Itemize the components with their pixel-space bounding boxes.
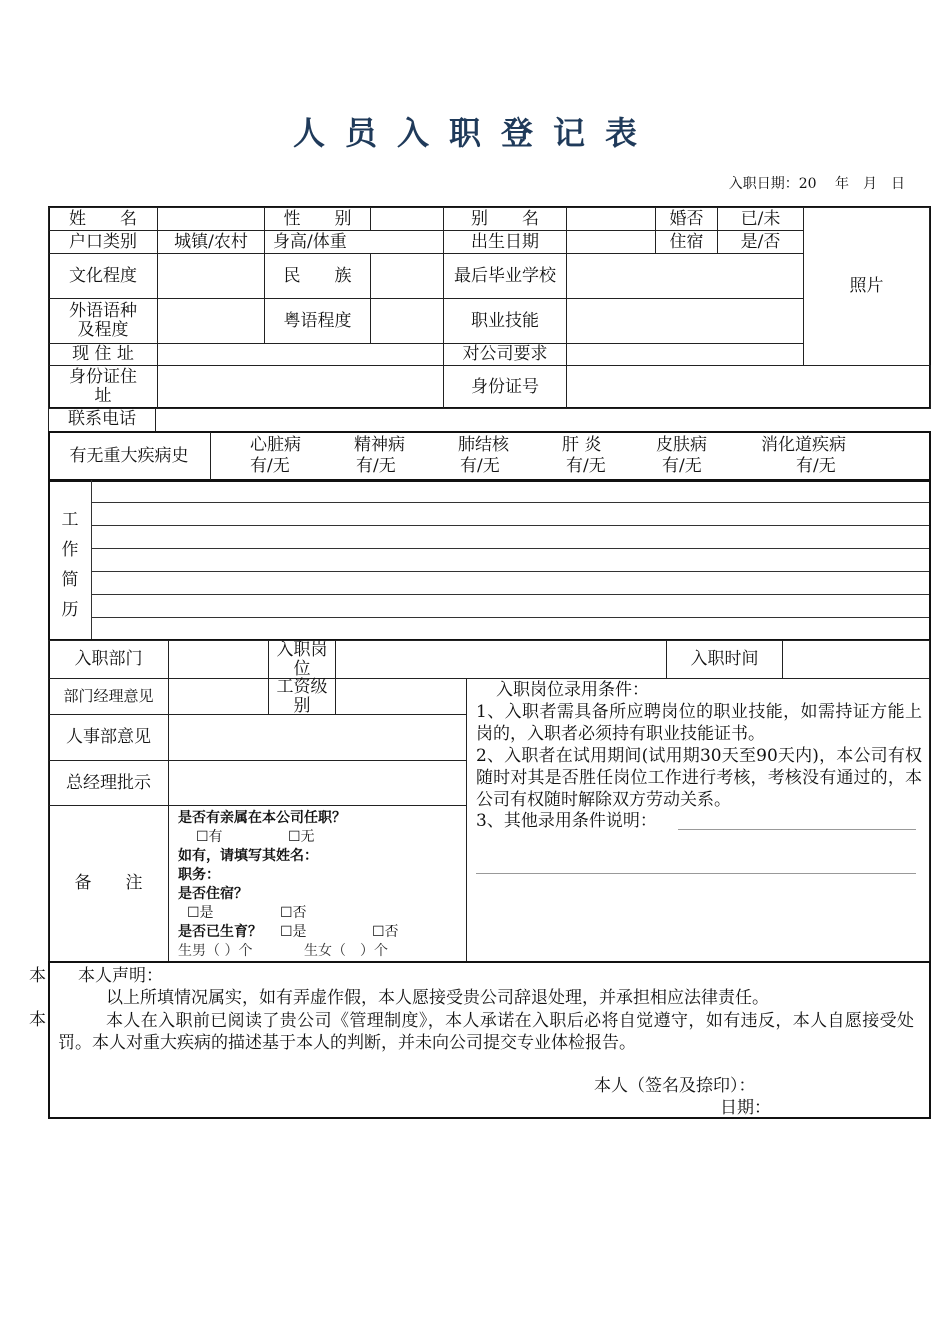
label-remarks: 备 注 [48, 805, 169, 962]
input-skills[interactable] [566, 298, 804, 344]
label-id-address: 身份证住址 [48, 365, 158, 409]
married-option[interactable]: 已/未 [717, 207, 804, 231]
input-education[interactable] [157, 253, 265, 299]
disease-digestive: 消化道疾病 [761, 435, 846, 455]
label-salary: 工资级别 [268, 678, 336, 715]
photo-box: 照片 [803, 207, 930, 366]
label-id-number: 身份证号 [443, 365, 567, 409]
label-gm: 总经理批示 [48, 760, 169, 806]
declaration-p2: 本人在入职前已阅读了贵公司《管理制度》，本人承诺在入职后必将自觉遵守，如有违反，本人自愿接受处罚。本人对重大疾病的描述基于本人的判断，并未向公司提交专业体检报告。 [58, 1011, 914, 1053]
label-work-history: 工作简历 [61, 510, 79, 620]
input-alias[interactable] [566, 207, 656, 231]
dorm-yes-checkbox[interactable]: ☐是 [187, 905, 214, 921]
relative-question: 是否有亲属在本公司任职？ [178, 810, 346, 826]
relative-position-label: 职务： [178, 867, 220, 883]
label-dept: 入职部门 [48, 640, 169, 679]
input-gm[interactable] [168, 760, 467, 806]
condition-3-line[interactable] [678, 829, 916, 830]
disease-mental: 精神病 [354, 435, 405, 455]
relative-yes-checkbox[interactable]: ☐有 [196, 829, 223, 845]
margin-text: 本 [29, 1010, 46, 1030]
boys-count[interactable]: 生男（ ）个 [178, 943, 253, 959]
girls-count[interactable]: 生女（ ）个 [304, 943, 388, 959]
disease-hepatitis-option[interactable]: 有/无 [566, 456, 606, 476]
disease-digestive-option[interactable]: 有/无 [796, 456, 836, 476]
label-position: 入职岗位 [268, 640, 336, 679]
disease-tb-option[interactable]: 有/无 [460, 456, 500, 476]
disease-tb: 肺结核 [458, 435, 509, 455]
date-label[interactable]: 日期： [720, 1098, 771, 1118]
entry-date: 入职日期：20 年 月 日 [728, 176, 905, 192]
conditions-title: 入职岗位录用条件： [496, 680, 649, 700]
condition-3-line-2[interactable] [476, 873, 916, 874]
label-language: 外语语种及程度 [48, 298, 158, 344]
input-id-number[interactable] [566, 365, 931, 409]
dorm-option[interactable]: 是/否 [717, 230, 804, 254]
input-manager[interactable] [168, 678, 269, 715]
input-name[interactable] [157, 207, 265, 231]
input-time[interactable] [782, 640, 930, 679]
condition-2: 2、入职者在试用期间(试用期30天至90天内)，本公司有权随时对其是否胜任岗位工作进行考核，考核没有通过的，本公司有权随时解除双方劳动关系。 [476, 746, 922, 810]
margin-text: 本 [29, 966, 46, 986]
input-ethnicity[interactable] [370, 253, 444, 299]
declaration-p1: 以上所填情况属实，如有弄虚作假，本人愿接受贵公司辞退处理，并承担相应法律责任。 [106, 988, 769, 1008]
label-height-weight: 身高/体重 [264, 230, 444, 254]
label-hr: 人事部意见 [48, 714, 169, 761]
page-title: 人员入职登记表 [292, 114, 657, 152]
declaration-title: 本人声明： [78, 966, 163, 986]
input-school[interactable] [566, 253, 804, 299]
hukou-option[interactable]: 城镇/农村 [157, 230, 265, 254]
label-time: 入职时间 [666, 640, 783, 679]
label-married: 婚否 [655, 207, 718, 231]
label-gender: 性 别 [264, 207, 371, 231]
label-requirements: 对公司要求 [443, 343, 567, 366]
label-address: 现 住 址 [48, 343, 158, 366]
condition-3: 3、其他录用条件说明： [476, 811, 657, 831]
input-gender[interactable] [370, 207, 444, 231]
condition-1: 1、入职者需具备所应聘岗位的职业技能，如需持证方能上岗的，入职者必须持有职业技能证书。 [476, 702, 922, 744]
input-cantonese[interactable] [370, 298, 444, 344]
relative-no-checkbox[interactable]: ☐无 [288, 829, 315, 845]
label-school: 最后毕业学校 [443, 253, 567, 299]
input-position[interactable] [335, 640, 667, 679]
label-phone: 联系电话 [48, 408, 156, 432]
input-birth-date[interactable] [566, 230, 656, 254]
disease-hepatitis: 肝 炎 [562, 435, 602, 455]
label-cantonese: 粤语程度 [264, 298, 371, 344]
children-question: 是否已生育？ [178, 924, 262, 940]
label-name: 姓 名 [48, 207, 158, 231]
label-manager: 部门经理意见 [48, 678, 169, 715]
input-address[interactable] [157, 343, 444, 366]
label-hukou: 户口类别 [48, 230, 158, 254]
input-requirements[interactable] [566, 343, 804, 366]
disease-heart-option[interactable]: 有/无 [250, 456, 290, 476]
dorm-no-checkbox[interactable]: ☐否 [280, 905, 307, 921]
disease-skin-option[interactable]: 有/无 [662, 456, 702, 476]
label-birth-date: 出生日期 [443, 230, 567, 254]
disease-mental-option[interactable]: 有/无 [356, 456, 396, 476]
label-alias: 别 名 [443, 207, 567, 231]
disease-skin: 皮肤病 [656, 435, 707, 455]
input-dept[interactable] [168, 640, 269, 679]
label-skills: 职业技能 [443, 298, 567, 344]
children-no-checkbox[interactable]: ☐否 [372, 924, 399, 940]
disease-heart: 心脏病 [250, 435, 301, 455]
label-education: 文化程度 [48, 253, 158, 299]
label-disease: 有无重大疾病史 [48, 432, 211, 480]
label-dorm: 住宿 [655, 230, 718, 254]
label-ethnicity: 民 族 [264, 253, 371, 299]
dorm-question: 是否住宿？ [178, 886, 248, 902]
input-salary[interactable] [335, 678, 467, 715]
input-id-address[interactable] [157, 365, 444, 409]
signature-label[interactable]: 本人（签名及捺印）： [594, 1076, 756, 1096]
children-yes-checkbox[interactable]: ☐是 [280, 924, 307, 940]
relative-name-label: 如有，请填写其姓名： [178, 848, 318, 864]
input-hr[interactable] [168, 714, 467, 761]
input-language[interactable] [157, 298, 265, 344]
